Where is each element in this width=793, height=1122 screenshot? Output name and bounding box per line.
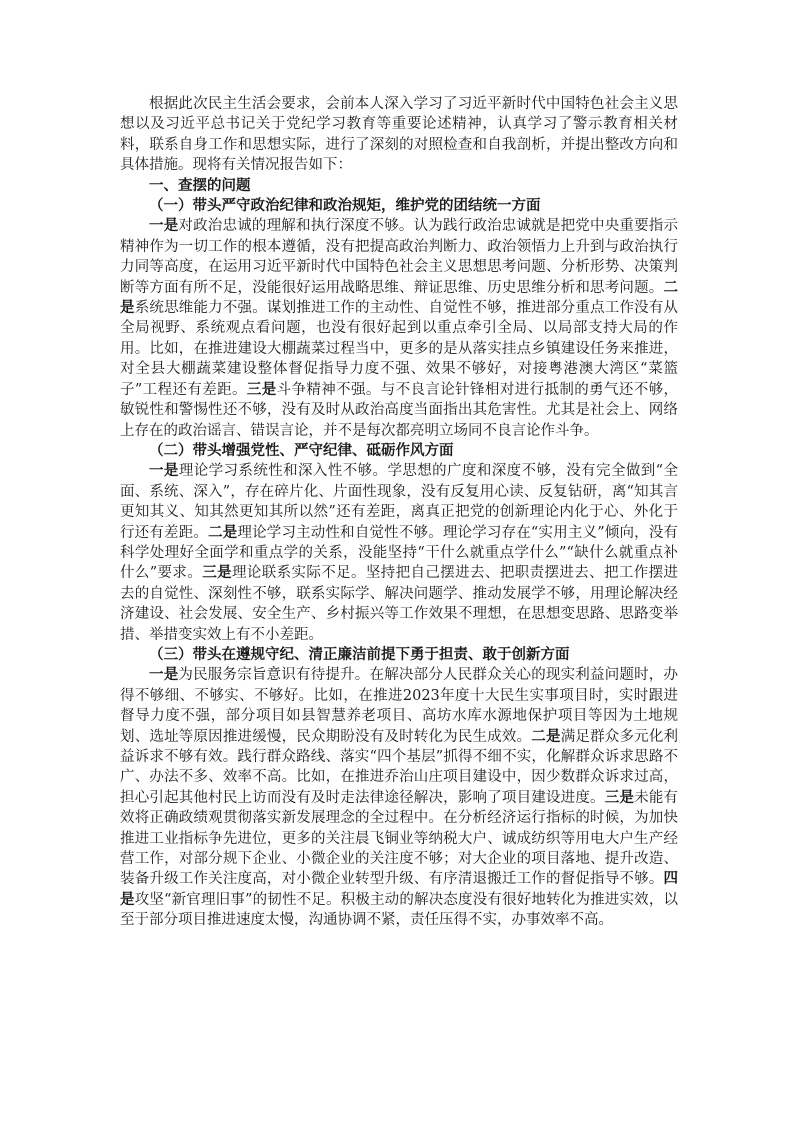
subsection-heading-3: （三）带头在遵规守纪、清正廉洁前提下勇于担责、敢于创新方面 [149,646,570,663]
point-lead: 二是 [208,524,238,541]
point-lead: 二是 [120,279,678,317]
point-text: 为民服务宗旨意识有待提升。在解决部分人民群众关心的现实利益问题时，办得不够细、不够实、不够好。比如，在推进2023年度十大民生实事项目时，实时跟进督导力度不强，部分项目如县智慧养老项目、高坊水库水源地保护项目等因为土地规划、选址等原因推进缓慢，民众期盼没有及时转化为民生成效。 [120,667,679,745]
point-lead: 三是 [246,381,277,398]
intro-paragraph: 根据此次民主生活会要求，会前本人深入学习了习近平新时代中国特色社会主义思想以及习近平总书记关于党纪学习教育等重要论述精神，认真学习了警示教育相关材料，联系自身工作和思想实际，进行了深刻的对照检查和自我剖析，并提出整改方向和具体措施。现将有关情况报告如下： [120,96,678,174]
subsection-1-paragraph [120,216,678,440]
point-text: 理论联系实际不足。坚持把自己摆进去、把职责摆进去、把工作摆进去的自觉性、深刻性不够，联系实际学、解决问题学、推动发展学不够，用理论解决经济建设、社会发展、安全生产、乡村振兴等工作效果不理想，在思想变思路、思路变举措、举措变实效上有不小差距。 [120,565,679,643]
point-lead: 三是 [202,565,232,582]
point-text: 满足群众多元化利益诉求不够有效。践行群众路线、落实“四个基层”抓得不细不实，化解群众诉求思路不广、办法不多、效率不高。比如，在推进乔治山庄项目建设中，因少数群众诉求过高，担心引起其他村民上访而没有及时走法律途径解决，影响了项目建设进度。 [120,728,679,806]
point-lead: 四是 [120,871,678,908]
subsection-heading-2: （二）带头增强党性、严守纪律、砥砺作风方面 [149,442,454,459]
subsection-heading-1: （一）带头严守政治纪律和政治规矩，维护党的团结统一方面 [149,198,541,215]
point-lead: 二是 [531,728,561,745]
point-text: 攻坚“新官理旧事”的韧性不足。积极主动的解决态度没有很好地转化为推进实效，以至于部分项目推进速度太慢，沟通协调不紧，责任压得不实，办事效率不高。 [120,891,679,929]
point-text: 未能有效将正确政绩观贯彻落实新发展理念的全过程中。在分析经济运行指标的时候，为加快推进工业指标争先进位，更多的关注晨飞铜业等纳税大户、诚成纺织等用电大户生产经营工作，对部分规下企业、小微企业的关注度不够；对大企业的项目落地、提升改造、装备升级工作关注度高，对小微企业转型升级、有序清退搬迁工作的督促指导不够。 [120,789,679,888]
point-text: 理论学习主动性和自觉性不够。理论学习存在“实用主义”倾向，没有科学处理好全面学和重点学的关系，没能坚持“干什么就重点学什么”“缺什么就重点补什么”要求。 [120,524,679,582]
point-lead: 一是 [149,667,179,684]
subsection-2-paragraph [120,461,678,645]
point-text: 系统思维能力不强。谋划推进工作的主动性、自觉性不够，推进部分重点工作没有从全局视野、系统观点看问题，也没有很好起到以重点牵引全局、以局部支持大局的作用。比如，在推进建设大棚蔬菜过程当中，更多的是从落实挂点乡镇建设任务来推进，对全县大棚蔬菜建设整体督促指导力度不强、效果不够好，对接粤港澳大湾区“菜篮子”工程还有差距。 [120,300,679,398]
section-heading-problems: 一、查摆的问题 [149,177,251,194]
point-lead: 一是 [149,463,179,480]
point-lead: 三是 [604,789,635,806]
document-body [120,94,678,931]
point-text: 理论学习系统性和深入性不够。学思想的广度和深度不够，没有完全做到“全面、系统、深入”，存在碎片化、片面性现象，没有反复用心读、反复钻研，离“知其言更知其义、知其然更知其所以然”还有差距，离真正把党的创新理论内化于心、外化于行还有差距。 [120,463,678,541]
point-text: 斗争精神不强。与不良言论针锋相对进行抵制的勇气还不够，敏锐性和警惕性还不够，没有及时从政治高度当面指出其危害性。尤其是社会上、网络上存在的政治谣言、错误言论，并不是每次都亮明立场同不良言论作斗争。 [120,381,678,439]
point-lead: 一是 [149,218,179,235]
point-text: 对政治忠诚的理解和执行深度不够。认为践行政治忠诚就是把党中央重要指示精神作为一切工作的根本遵循，没有把提高政治判断力、政治领悟力上升到与政治执行力同等高度，在运用习近平新时代中国特色社会主义思想思考问题、分析形势、决策判断等方面有所不足，没能很好运用战略思维、辩证思维、历史思维分析和思考问题。 [120,218,679,296]
subsection-3-paragraph [120,665,678,930]
